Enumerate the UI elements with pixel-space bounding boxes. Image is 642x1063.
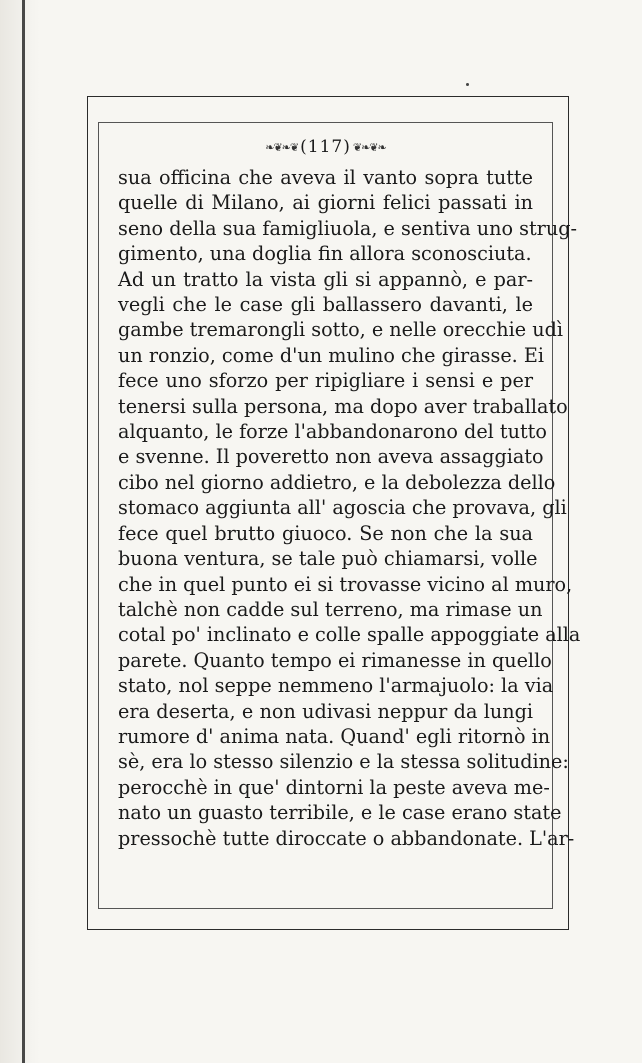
page-number-open-paren: ( <box>300 137 308 157</box>
body-text <box>118 165 581 851</box>
ornament-right-icon: ❦❧❦❧ <box>352 140 386 154</box>
text-line: cotal po' inclinato e colle spalle appoggiate alla <box>118 623 581 647</box>
text-line: seno della sua famigliuola, e sentiva uno strug- <box>118 216 577 240</box>
text-line: gambe tremarongli sotto, e nelle orecchie udì <box>118 318 564 342</box>
binding-edge <box>0 0 40 1063</box>
text-line: buona ventura, se tale può chiamarsi, volle <box>118 547 538 571</box>
text-line: fece quel brutto giuoco. Se non che la sua <box>118 521 533 545</box>
text-line: rumore d' anima nata. Quand' egli ritornò in <box>118 724 551 748</box>
text-line: quelle di Milano, ai giorni felici passati in <box>118 191 533 215</box>
text-line: sua officina che aveva il vanto sopra tutte <box>118 166 533 189</box>
text-line: un ronzio, come d'un mulino che girasse. Ei <box>118 343 545 367</box>
text-line: stato, nol seppe nemmeno l'armajuolo: la via <box>118 674 554 698</box>
text-line: perocchè in que' dintorni la peste aveva me- <box>118 775 550 799</box>
text-line: stomaco aggiunta all' agoscia che provava, gli <box>118 496 567 520</box>
page-header <box>98 133 553 161</box>
text-line: vegli che le case gli ballassero davanti, le <box>118 293 533 317</box>
text-line: gimento, una doglia fin allora sconosciuta. <box>118 242 532 266</box>
spine-line <box>22 0 25 1063</box>
text-line: pressochè tutte diroccate o abbandonate. L'ar- <box>118 826 575 850</box>
page-number: 117 <box>307 137 344 157</box>
text-line: cibo nel giorno addietro, e la debolezza dello <box>118 470 556 494</box>
text-line: che in quel punto ei si trovasse vicino al muro, <box>118 572 573 596</box>
text-line: era deserta, e non udivasi neppur da lungi <box>118 699 533 723</box>
ink-speck <box>466 83 469 86</box>
page-number-close-paren: ) <box>343 137 351 157</box>
text-line: alquanto, le forze l'abbandonarono del tutto <box>118 420 547 444</box>
text-line: tenersi sulla persona, ma dopo aver traballato <box>118 394 568 418</box>
text-line: parete. Quanto tempo ei rimanesse in quello <box>118 648 552 672</box>
text-line: sè, era lo stesso silenzio e la stessa solitudine: <box>118 750 569 774</box>
ornament-left-icon: ❧❦❧❦ <box>265 140 299 154</box>
text-line: nato un guasto terribile, e le case erano state <box>118 801 562 825</box>
text-line: e svenne. Il poveretto non aveva assaggiato <box>118 445 544 469</box>
text-line: talchè non cadde sul terreno, ma rimase un <box>118 597 543 621</box>
text-line: Ad un tratto la vista gli si appannò, e par- <box>118 267 533 291</box>
text-line: fece uno sforzo per ripigliare i sensi e per <box>118 369 533 393</box>
